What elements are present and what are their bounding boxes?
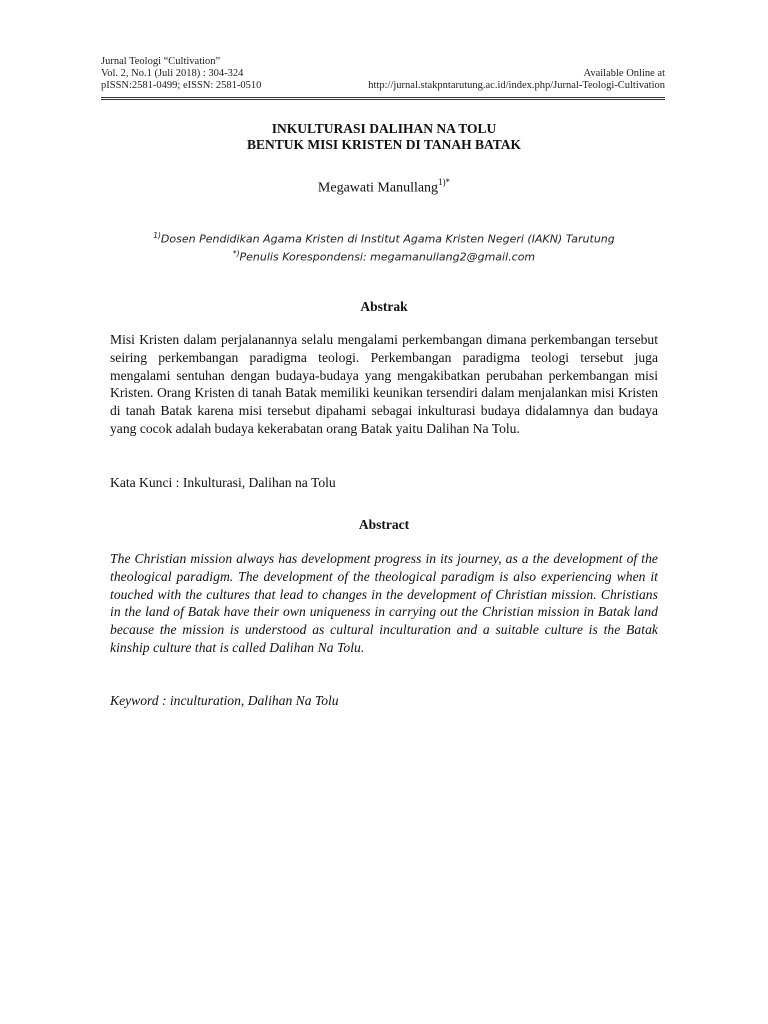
journal-issn: pISSN:2581-0499; eISSN: 2581-0510 (101, 80, 262, 91)
journal-header-left (101, 56, 261, 92)
author-superscript: 1)* (438, 177, 451, 187)
paper-title (0, 121, 768, 153)
header-divider (101, 97, 665, 98)
keywords: Keyword : inculturation, Dalihan Na Tolu (110, 693, 339, 708)
journal-name: Jurnal Teologi “Cultivation” (101, 56, 221, 67)
title-line-1: INKULTURASI DALIHAN NA TOLU (271, 121, 497, 136)
affiliations (0, 229, 768, 264)
affiliation-1-text: Dosen Pendidikan Agama Kristen di Institut Agama Kristen Negeri (IAKN) Tarutung (160, 232, 615, 246)
kata-kunci: Kata Kunci : Inkulturasi, Dalihan na Tolu (110, 475, 336, 490)
affiliation-2-mark: *) (232, 248, 240, 258)
author-line (0, 178, 768, 197)
abstrak-body: Misi Kristen dalam perjalanannya selalu mengalami perkembangan dimana perkembangan tersebut seiring perkembangan paradigma teologi. Perkembangan paradigma teologi tersebut juga mengalami sentuhan dengan budaya-budaya yang mengakibatkan perubahan perkembangan misi Kristen. Orang Kristen di tanah Batak memiliki keunikan tersendiri dalam menjalankan misi Kristen di tanah Batak karena misi tersebut dipahami sebagai inkulturasi budaya didalamnya dan budaya yang cocok adalah budaya kekerabatan orang Batak yaitu Dalihan Na Tolu. (110, 332, 658, 436)
author-name: Megawati Manullang (317, 180, 439, 196)
header-divider-double (101, 99, 665, 100)
journal-url: http://jurnal.stakpntarutung.ac.id/index.php/Jurnal-Teologi-Cultivation (368, 80, 665, 91)
affiliation-2-text: Penulis Korespondensi: megamanullang2@gmail.com (239, 250, 536, 264)
abstract-heading: Abstract (358, 517, 410, 532)
journal-header-right (368, 68, 665, 92)
abstract-body: The Christian mission always has development progress in its journey, as a the development of the theological paradigm. The development of the theological paradigm is also experiencing when it touched with the cultures that lead to changes in the development of Christian mission. Christians in the land of Batak have their own uniqueness in carrying out the Christian mission in Batak land because the mission is understood as cultural inculturation and a suitable culture is the Batak kinship culture that is called Dalihan Na Tolu. (110, 551, 658, 655)
abstrak-heading: Abstrak (360, 299, 408, 314)
title-line-2: BENTUK MISI KRISTEN DI TANAH BATAK (247, 137, 521, 152)
affiliation-1 (0, 229, 768, 247)
affiliation-1-mark: 1) (153, 231, 161, 240)
affiliation-2 (0, 247, 768, 265)
journal-volume: Vol. 2, No.1 (Juli 2018) : 304-324 (101, 68, 244, 79)
availability-note: Available Online at (583, 68, 665, 79)
